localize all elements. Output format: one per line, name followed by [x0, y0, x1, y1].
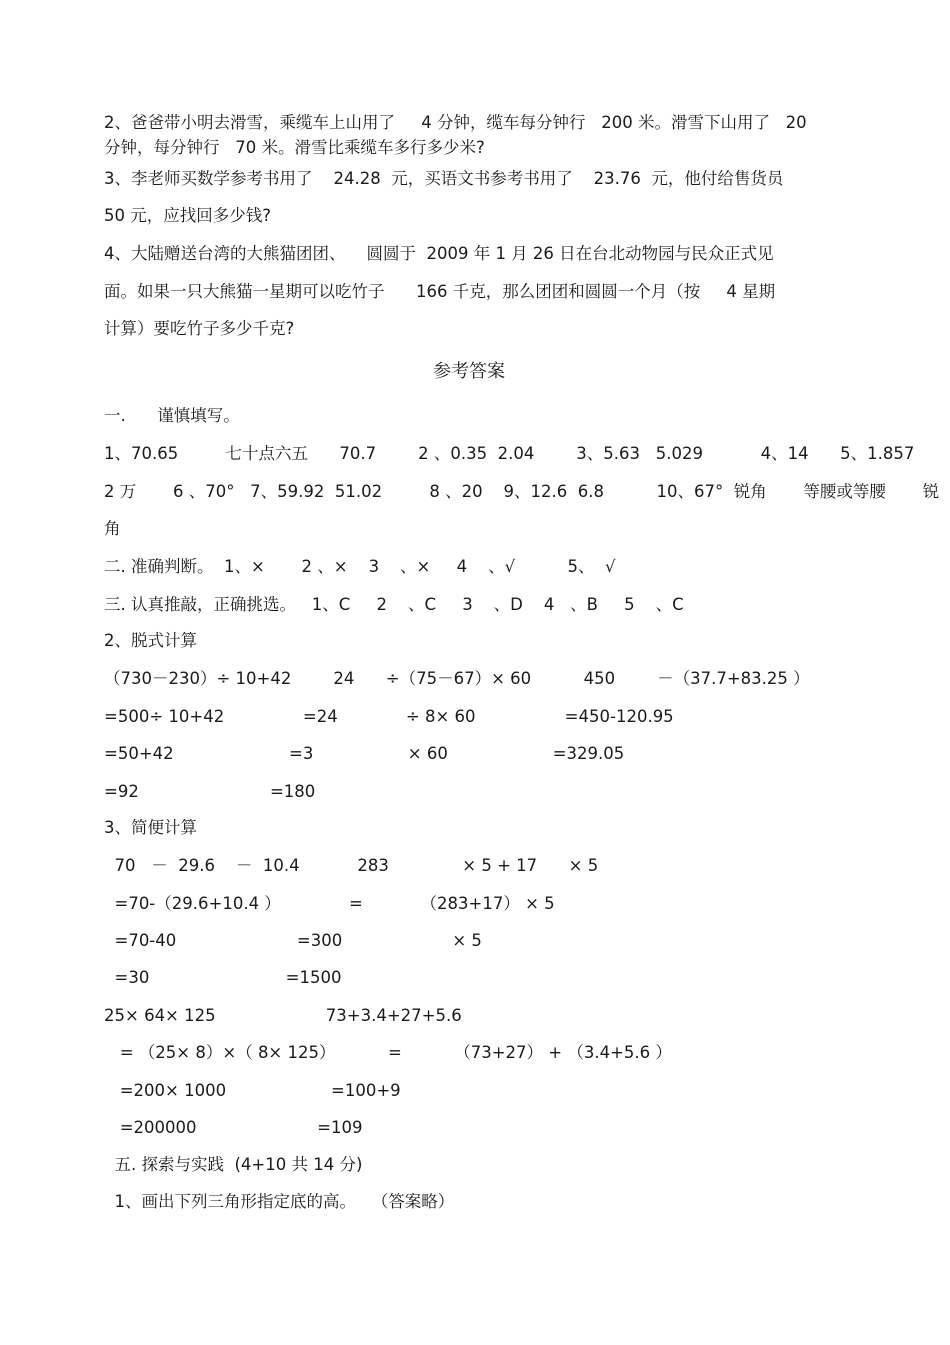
- simple-calc-line-6: = （25× 8）×（ 8× 125） = （73+27） + （3.4+5.6 ）: [104, 1043, 672, 1062]
- problem-4-line-2: 面。如果一只大熊猫一星期可以吃竹子 166 千克，那么团团和圆圆一个月（按 4 星期: [104, 282, 776, 301]
- simple-calc-line-3: =70-40 =300 × 5: [104, 931, 482, 950]
- calc-line-4: =92 =180: [104, 782, 316, 801]
- simple-calc-line-5: 25× 64× 125 73+3.4+27+5.6: [104, 1006, 462, 1025]
- section-5-heading: 五. 探索与实践 (4+10 共 14 分): [104, 1155, 363, 1174]
- fill-answers-line-3: 角: [104, 519, 121, 538]
- simple-calc-line-8: =200000 =109: [104, 1118, 363, 1137]
- simple-calc-line-7: =200× 1000 =100+9: [104, 1081, 401, 1100]
- choose-answers: 三. 认真推敲，正确挑选。 1、C 2 、C 3 、D 4 、B 5 、C: [104, 595, 684, 614]
- problem-2-line-1: 2、爸爸带小明去滑雪，乘缆车上山用了 4 分钟，缆车每分钟行 200 米。滑雪下山用了 20: [104, 113, 807, 132]
- fill-answers-line-1: 1、70.65 七十点六五 70.7 2 、0.35 2.04 3、5.63 5.029 4、14 5、1.857: [104, 444, 915, 463]
- simple-calc-line-4: =30 =1500: [104, 968, 342, 987]
- problem-4-line-3: 计算）要吃竹子多少千克?: [104, 319, 295, 338]
- calc-line-3: =50+42 =3 × 60 =329.05: [104, 744, 625, 763]
- calc-line-1: （730－230）÷ 10+42 24 ÷（75－67）× 60 450 －（37.7+83.25 ）: [104, 669, 810, 688]
- section-1-heading: 一. 谨慎填写。: [104, 406, 240, 425]
- problem-2-line-2: 分钟，每分钟行 70 米。滑雪比乘缆车多行多少米?: [104, 138, 485, 157]
- problem-4-line-1: 4、大陆赠送台湾的大熊猫团团、 圆圆于 2009 年 1 月 26 日在台北动物园与民众正式见: [104, 244, 774, 263]
- fill-answers-line-2: 2 万 6 、70° 7、59.92 51.02 8 、20 9、12.6 6.8 10、67° 锐角 等腰或等腰 锐: [104, 482, 940, 501]
- calc-heading: 2、脱式计算: [104, 631, 197, 650]
- simple-calc-line-2: =70-（29.6+10.4 ） = （283+17） × 5: [104, 894, 555, 913]
- judge-answers: 二. 准确判断。 1、× 2 、× 3 、× 4 、√ 5、 √: [104, 557, 616, 576]
- simple-calc-heading: 3、简便计算: [104, 818, 197, 837]
- answer-title: 参考答案: [433, 361, 505, 382]
- calc-line-2: =500÷ 10+42 =24 ÷ 8× 60 =450-120.95: [104, 707, 674, 726]
- problem-3-line-2: 50 元，应找回多少钱?: [104, 206, 271, 225]
- section-5-item-1: 1、画出下列三角形指定底的高。 （答案略）: [104, 1192, 455, 1211]
- problem-3-line-1: 3、李老师买数学参考书用了 24.28 元，买语文书参考书用了 23.76 元，他付给售货员: [104, 169, 784, 188]
- simple-calc-line-1: 70 － 29.6 － 10.4 283 × 5 + 17 × 5: [104, 856, 599, 875]
